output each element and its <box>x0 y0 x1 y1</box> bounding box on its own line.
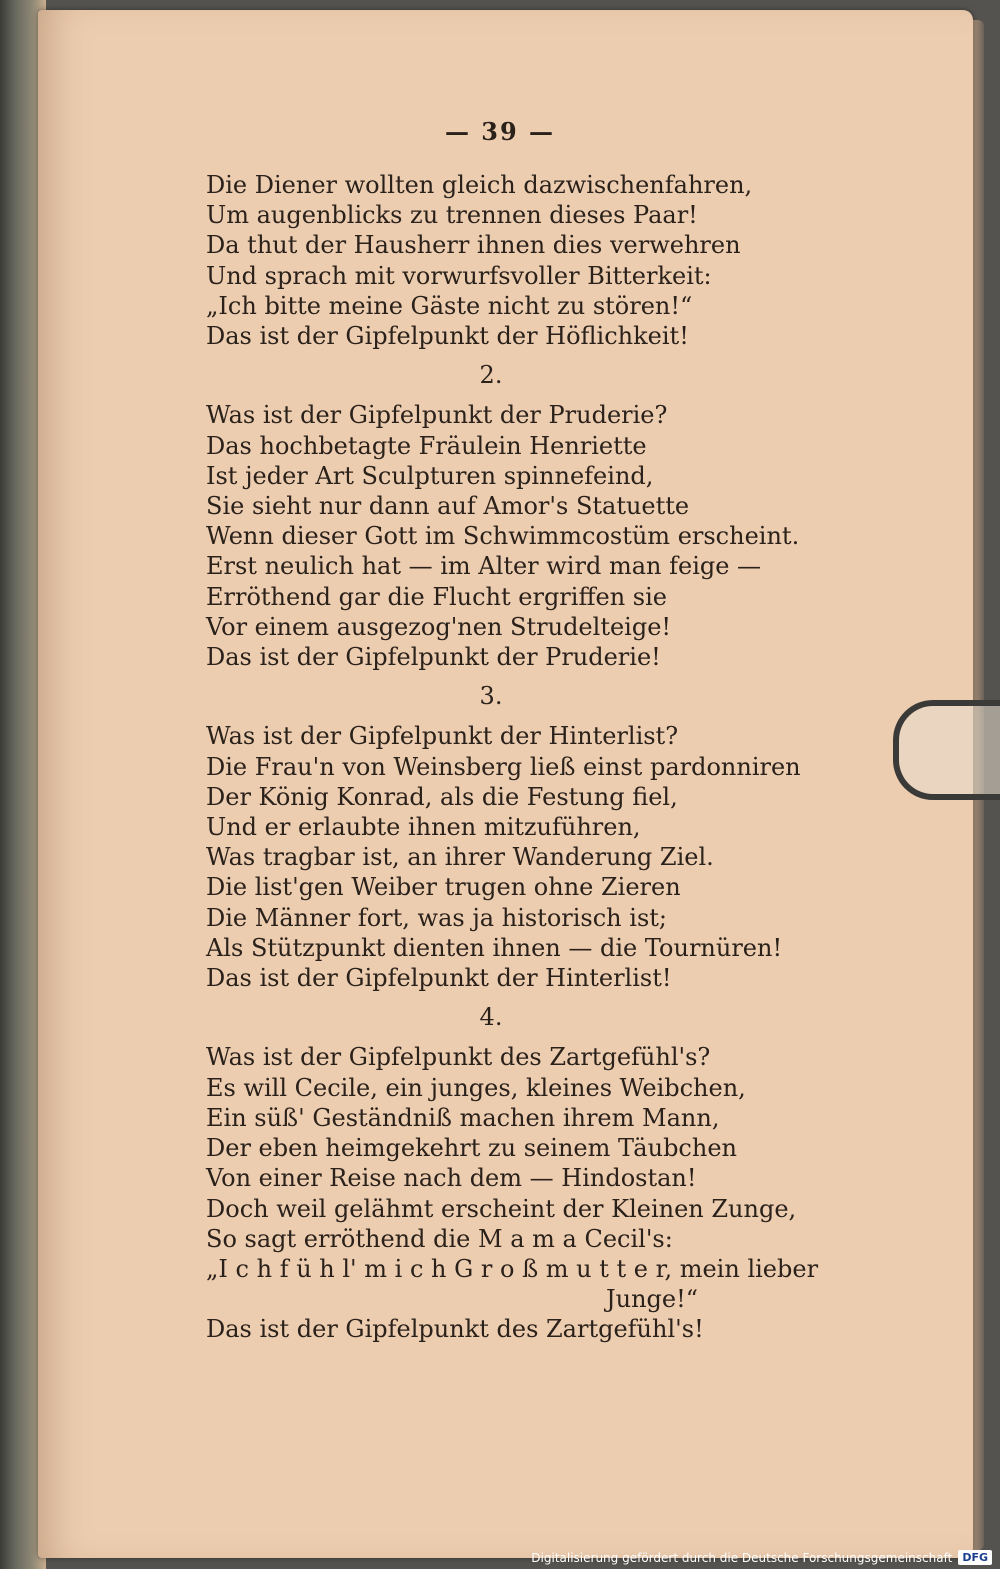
poem-line: Was ist der Gipfelpunkt der Pruderie? <box>206 401 668 430</box>
stanza-number: 3. <box>479 682 503 711</box>
poem-line: Die list'gen Weiber trugen ohne Zieren <box>206 873 681 902</box>
poem-line: Die Diener wollten gleich dazwischenfahren, <box>206 171 753 199</box>
intro-stanza <box>206 170 806 351</box>
poem-line: Die Frau'n von Weinsberg ließ einst pardonniren <box>206 752 801 781</box>
poem-line: Ein süß' Geständniß machen ihrem Mann, <box>206 1103 720 1132</box>
poem-text <box>206 170 819 1345</box>
stanza-2 <box>206 360 806 672</box>
poem-line: Vor einem ausgezog'nen Strudelteige! <box>206 612 672 641</box>
page-number: — 39 — <box>444 117 556 146</box>
poem-line: Das hochbetagte Fräulein Henriette <box>206 431 647 460</box>
stanza-4 <box>206 1002 819 1344</box>
poem-line: Das ist der Gipfelpunkt der Pruderie! <box>206 643 661 672</box>
poem-line: Der eben heimgekehrt zu seinem Täubchen <box>206 1134 737 1163</box>
page-clip <box>893 700 1000 800</box>
poem-line: Die Männer fort, was ja historisch ist; <box>206 903 667 932</box>
poem-line: Das ist der Gipfelpunkt des Zartgefühl's! <box>206 1315 704 1344</box>
poem-line: Was ist der Gipfelpunkt des Zartgefühl's? <box>206 1043 711 1072</box>
poem-line: Und sprach mit vorwurfsvoller Bitterkeit: <box>206 261 712 290</box>
poem-line: Um augenblicks zu trennen dieses Paar! <box>206 201 698 230</box>
poem-line: „Ich bitte meine Gäste nicht zu stören!“ <box>206 291 693 320</box>
poem-line: Das ist der Gipfelpunkt der Hinterlist! <box>206 964 672 993</box>
poem-line: Doch weil gelähmt erscheint der Kleinen Zunge, <box>206 1194 797 1223</box>
poem-line: So sagt erröthend die M a m a Cecil's: <box>206 1224 673 1253</box>
poem-line: Da thut der Hausherr ihnen dies verwehren <box>206 231 741 260</box>
stanza-number: 4. <box>479 1003 503 1032</box>
dfg-logo: DFG <box>958 1550 992 1565</box>
stanza-number: 2. <box>479 361 503 390</box>
poem-line: Von einer Reise nach dem — Hindostan! <box>206 1164 697 1193</box>
poem-line: Erröthend gar die Flucht ergriffen sie <box>206 582 667 611</box>
poem-line: Sie sieht nur dann auf Amor's Statuette <box>206 492 690 521</box>
poem-line: Und er erlaubte ihnen mitzuführen, <box>206 813 641 842</box>
poem-line: Was ist der Gipfelpunkt der Hinterlist? <box>206 722 679 751</box>
poem-line: Junge!“ <box>606 1285 699 1314</box>
poem-line: Als Stützpunkt dienten ihnen — die Tournüren! <box>206 933 783 962</box>
stanza-3 <box>206 681 806 993</box>
poem-line: Es will Cecile, ein junges, kleines Weibchen, <box>206 1073 746 1102</box>
poem-line: Das ist der Gipfelpunkt der Höflichkeit! <box>206 322 689 351</box>
poem-line: „I c h f ü h l' m i c h G r o ß m u t t e r, mein lieber <box>206 1254 819 1283</box>
poem-line: Ist jeder Art Sculpturen spinnefeind, <box>206 461 654 490</box>
footer-credit <box>531 1550 992 1565</box>
poem-line: Der König Konrad, als die Festung fiel, <box>206 782 678 811</box>
poem-line: Erst neulich hat — im Alter wird man feige — <box>206 552 762 581</box>
poem-line: Was tragbar ist, an ihrer Wanderung Ziel. <box>206 843 714 872</box>
poem-line: Wenn dieser Gott im Schwimmcostüm erscheint. <box>206 522 800 551</box>
footer-credit-text: Digitalisierung gefördert durch die Deutsche Forschungsgemeinschaft <box>531 1550 953 1565</box>
